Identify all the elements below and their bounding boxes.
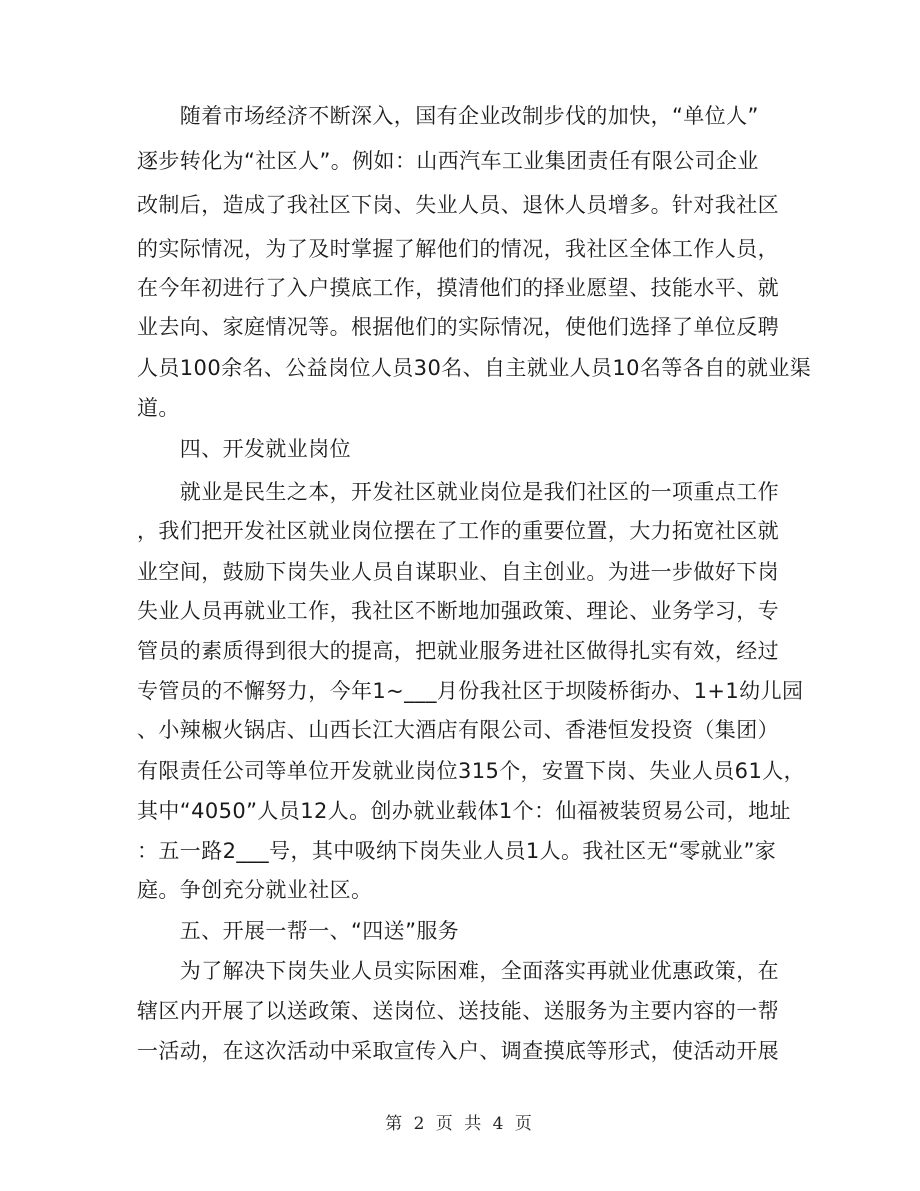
text-line: ：五一路2___号，其中吸纳下岗失业人员1人。我社区无“零就业”家 [137,839,777,863]
text-line: 一活动，在这次活动中采取宣传入户、调查摸底等形式，使活动开展 [137,1039,779,1063]
page-number-footer: 第 2 页 共 4 页 [385,1114,535,1134]
text-line: 、小辣椒火锅店、山西长江大酒店有限公司、香港恒发投资（集团） [137,718,779,742]
text-line: 管员的素质得到很大的提高，把就业服务进社区做得扎实有效，经过 [137,639,779,663]
text-line: 人员100余名、公益岗位人员30名、自主就业人员10名等各自的就业渠 [137,356,812,380]
text-line: 有限责任公司等单位开发就业岗位315个，安置下岗、失业人员61人， [137,759,806,783]
text-line: 其中“4050”人员12人。创办就业载体1个：仙福被装贸易公司，地址 [137,799,791,823]
text-line: 随着市场经济不断深入，国有企业改制步伐的加快，“单位人” [137,104,759,128]
text-line: 的实际情况，为了及时掌握了解他们的情况，我社区全体工作人员， [137,237,779,261]
text-line: 业去向、家庭情况等。根据他们的实际情况，使他们选择了单位反聘 [137,315,779,339]
text-line: 辖区内开展了以送政策、送岗位、送技能、送服务为主要内容的一帮 [137,999,779,1023]
text-line: 就业是民生之本，开发社区就业岗位是我们社区的一项重点工作 [137,480,779,504]
text-line: 庭。争创充分就业社区。 [137,878,373,902]
text-line: 道。 [137,396,180,420]
text-line: 专管员的不懈努力，今年1~___月份我社区于坝陵桥街办、1+1幼儿园 [137,679,804,703]
text-line: 为了解决下岗失业人员实际困难，全面落实再就业优惠政策，在 [137,959,779,983]
section-heading: 五、开展一帮一、“四送”服务 [137,919,460,943]
section-heading: 四、开发就业岗位 [137,437,351,461]
text-line: 在今年初进行了入户摸底工作，摸清他们的择业愿望、技能水平、就 [137,276,779,300]
text-line: 失业人员再就业工作，我社区不断地加强政策、理论、业务学习，专 [137,599,779,623]
text-line: 业空间，鼓励下岗失业人员自谋职业、自主创业。为进一步做好下岗 [137,560,779,584]
text-line: 逐步转化为“社区人”。例如：山西汽车工业集团责任有限公司企业 [137,149,759,173]
text-line: 改制后，造成了我社区下岗、失业人员、退休人员增多。针对我社区 [137,193,779,217]
text-line: ，我们把开发社区就业岗位摆在了工作的重要位置，大力拓宽社区就 [137,519,779,543]
